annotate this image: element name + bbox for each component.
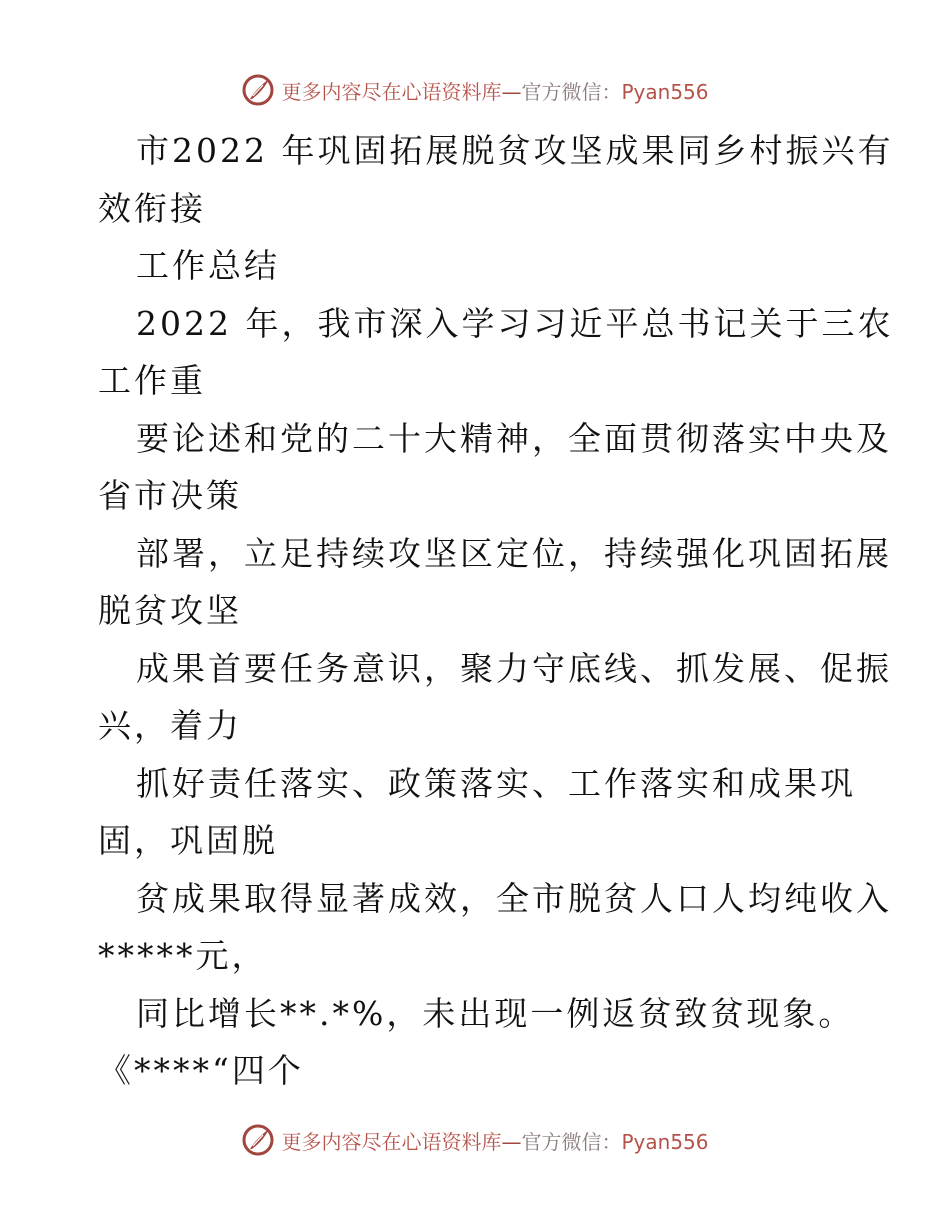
doc-paragraph-line: 贫成果取得显著成效，全市脱贫人口人均纯收入	[136, 878, 892, 918]
banner-text	[281, 1126, 708, 1155]
doc-paragraph-line: 《****“四个	[98, 1051, 304, 1090]
doc-paragraph-line: 部署，立足持续攻坚区定位，持续强化巩固拓展	[136, 533, 892, 573]
banner-wechat-label: 官方微信：	[521, 1129, 622, 1154]
banner-separator: —	[501, 1129, 522, 1154]
banner-brand-id: Pyan556	[621, 1129, 709, 1154]
doc-paragraph-line: 要论述和党的二十大精神，全面贯彻落实中央及	[136, 418, 892, 458]
banner-main-text: 更多内容尽在心语资料库	[281, 79, 502, 104]
footer-watermark-banner	[0, 1120, 950, 1160]
banner-wechat-label: 官方微信：	[521, 79, 622, 104]
doc-subtitle: 工作总结	[136, 246, 280, 285]
header-watermark-banner	[0, 70, 950, 110]
banner-text	[281, 76, 708, 105]
feather-pen-logo-icon	[241, 1123, 275, 1157]
doc-paragraph-line: 脱贫攻坚	[98, 591, 242, 630]
doc-paragraph-line: 成果首要任务意识，聚力守底线、抓发展、促振	[136, 648, 892, 688]
doc-paragraph-line: 2022 年，我市深入学习习近平总书记关于三农	[136, 303, 894, 343]
feather-pen-logo-icon	[241, 73, 275, 107]
doc-paragraph-line: 同比增长**.*%，未出现一例返贫致贫现象。	[136, 993, 855, 1033]
doc-paragraph-line: 省市决策	[98, 476, 242, 515]
doc-paragraph-line: 工作重	[98, 361, 206, 400]
banner-main-text: 更多内容尽在心语资料库	[281, 1129, 502, 1154]
doc-title-line-1: 市2022 年巩固拓展脱贫攻坚成果同乡村振兴有	[136, 131, 894, 170]
banner-separator: —	[501, 79, 522, 104]
doc-paragraph-line: 固，巩固脱	[98, 821, 278, 860]
doc-paragraph-line: 抓好责任落实、政策落实、工作落实和成果巩	[136, 763, 856, 803]
banner-brand-id: Pyan556	[621, 79, 709, 104]
doc-title-line-2: 效衔接	[98, 188, 206, 228]
document-body	[98, 122, 894, 1100]
doc-paragraph-line: *****元，	[98, 936, 268, 975]
doc-paragraph-line: 兴，着力	[98, 706, 242, 745]
